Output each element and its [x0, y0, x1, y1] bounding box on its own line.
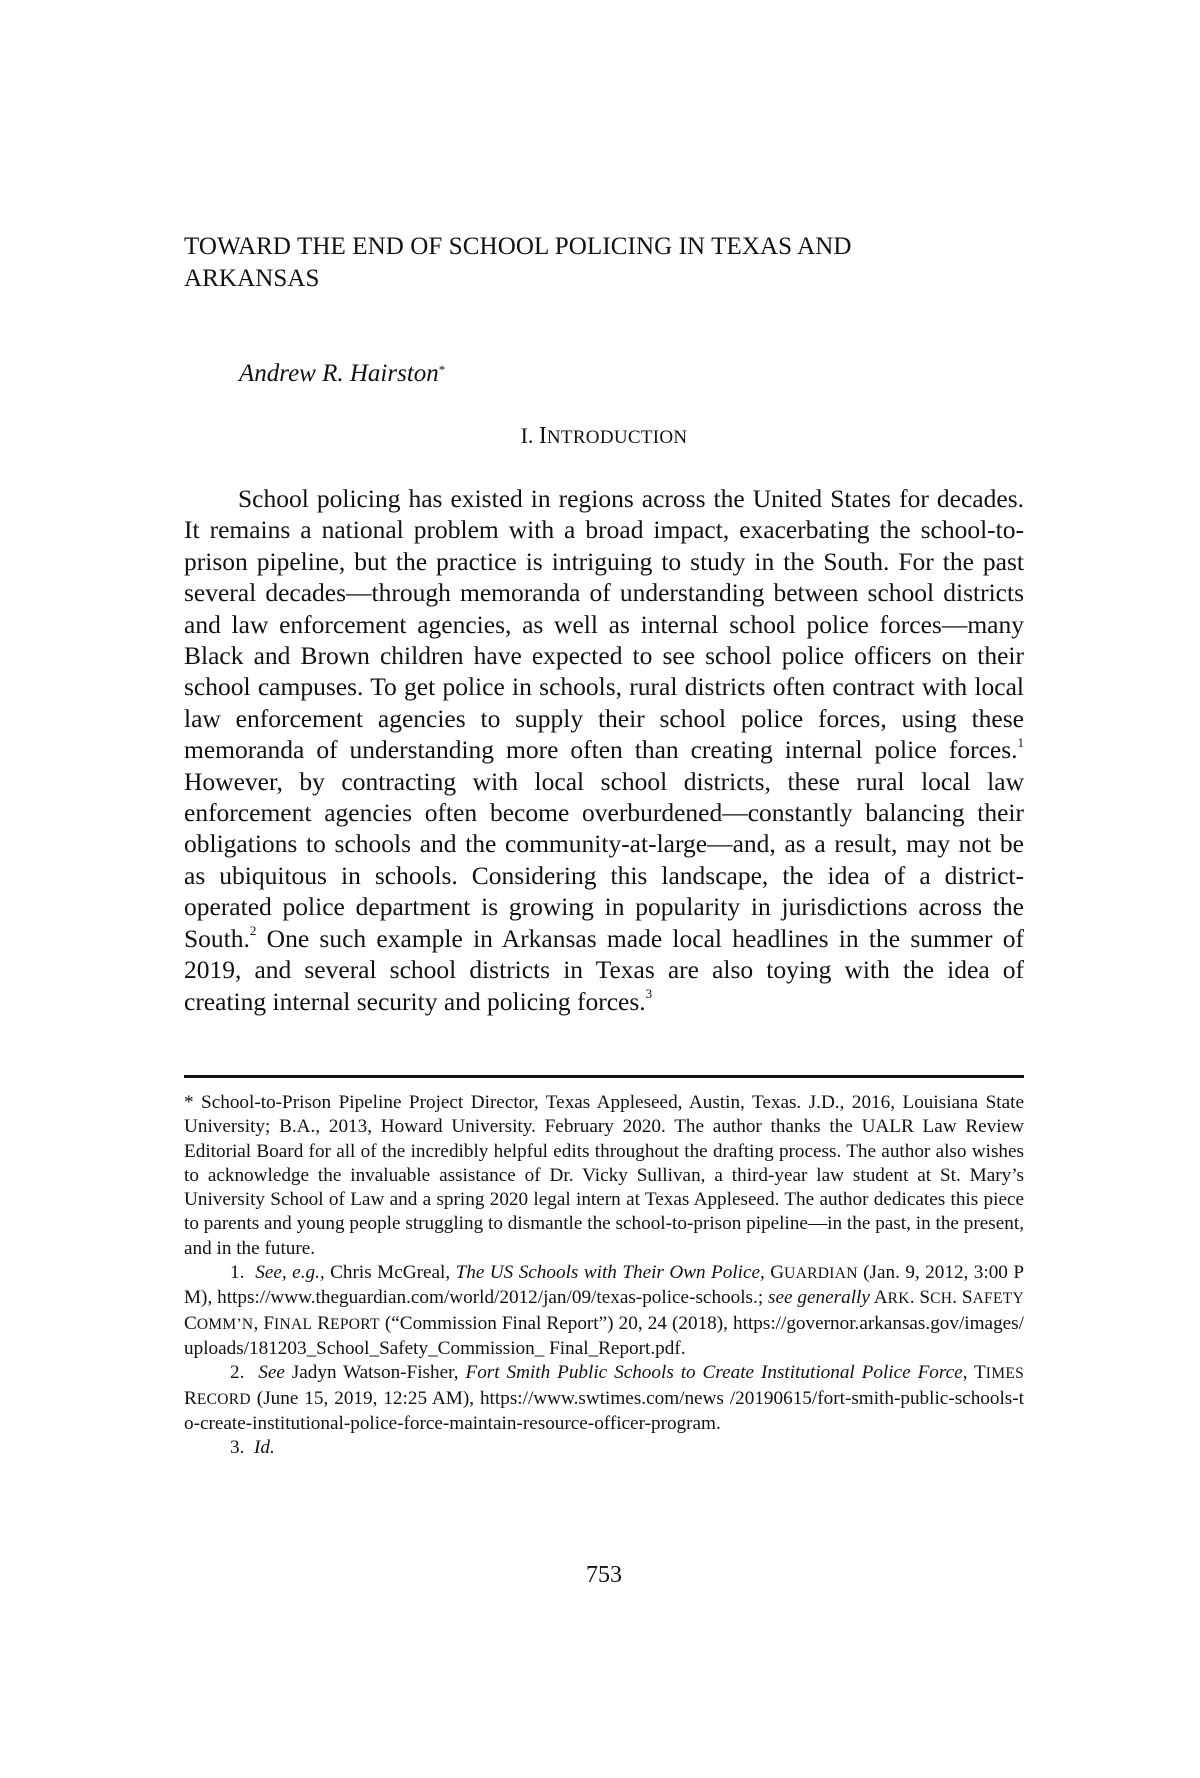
- author-name: Andrew R. Hairston: [239, 360, 439, 387]
- footnotes-section: [184, 1091, 1024, 1460]
- footnote-1: [184, 1261, 1024, 1361]
- report-word-initial: . S: [909, 1287, 931, 1309]
- report-word-initial: C: [184, 1312, 197, 1334]
- section-heading-first-letter: I: [538, 423, 547, 449]
- author-line: [239, 358, 445, 390]
- footnote-3-number: 3.: [230, 1437, 245, 1459]
- section-numeral: I.: [520, 423, 539, 448]
- footnote-ref-3: 3: [645, 986, 653, 1001]
- body-paragraph: [184, 483, 1024, 1017]
- report-word-smallcaps: OMM’N: [196, 1315, 254, 1333]
- report-word-initial: , F: [253, 1312, 274, 1334]
- signal-see: See: [258, 1362, 285, 1384]
- publication-initial: , G: [760, 1262, 785, 1284]
- footnote-3-id: Id.: [253, 1437, 275, 1459]
- footnote-2: [184, 1361, 1024, 1436]
- signal-see-generally: see generally: [768, 1287, 870, 1309]
- footnote-1-citation-rest: (“Commission Final Report”) 20, 24 (2018), https://governor.arkansas.gov/images/uploads/181203_School_Safety_Commission_ Final_Report.pdf.: [184, 1312, 1024, 1359]
- footnote-1-article-title: The US Schools with Their Own Police: [455, 1262, 761, 1284]
- article-title: TOWARD THE END OF SCHOOL POLICING IN TEXAS AND ARKANSAS: [184, 233, 852, 292]
- report-word-smallcaps: RK: [887, 1290, 910, 1308]
- author-note-marker: *: [438, 362, 446, 377]
- footnote-2-article-title: Fort Smith Public Schools to Create Institutional Police Force: [465, 1362, 963, 1384]
- footnote-1-author: , Chris McGreal,: [319, 1262, 456, 1284]
- publication-smallcaps: UARDIAN: [784, 1265, 858, 1283]
- footnote-1-number: 1.: [230, 1262, 245, 1284]
- page-number: 753: [586, 1562, 622, 1588]
- signal-eg: e.g.: [292, 1262, 320, 1284]
- footnote-3: [184, 1436, 1024, 1460]
- publication-smallcaps: IMES: [985, 1365, 1025, 1383]
- punctuation: ,: [281, 1262, 293, 1284]
- footnote-ref-2: 2: [249, 923, 257, 939]
- footnote-ref-1: 1: [1017, 734, 1024, 750]
- footnote-divider: [184, 1075, 1024, 1078]
- publication-initial: , T: [962, 1362, 986, 1384]
- footnote-2-citation: (June 15, 2019, 12:25 AM), https://www.swtimes.com/news /20190615/fort-smith-public-schools-to-create-institutional-police-force-maintain-resource-officer-program.: [184, 1387, 1024, 1434]
- report-word-smallcaps: CH: [930, 1290, 953, 1308]
- footnote-2-author: Jadyn Watson-Fisher,: [284, 1362, 466, 1384]
- footnote-2-number: 2.: [230, 1362, 245, 1384]
- report-word-initial: R: [312, 1312, 331, 1334]
- footnote-1-citation: (Jan. 9, 2012, 3:00 PM), https://www.theguardian.com/world/2012/jan/09/texas-police-schools.;: [184, 1262, 1025, 1309]
- publication-smallcaps: ECORD: [196, 1390, 251, 1408]
- report-word-initial: A: [869, 1287, 888, 1309]
- report-word-smallcaps: EPORT: [330, 1315, 380, 1333]
- report-word-initial: . S: [952, 1287, 973, 1309]
- publication-initial: R: [184, 1387, 197, 1409]
- signal-see: See: [255, 1262, 282, 1284]
- body-text-part-1: School policing has existed in regions across the United States for decades. It remains a national problem with a broad impact, exacerbating the school-to-prison pipeline, but the practice is intriguing to study in the South. For the past several decades—through memoranda of understanding between school districts and law enforcement agencies, as well as internal school police forces—many Black and Brown children have expected to see school police officers on their school campuses. To get police in schools, rural districts often contract with local law enforcement agencies to supply their school police forces, using these memoranda of understanding more often than creating internal police forces.: [184, 484, 1024, 765]
- body-text-part-3: One such example in Arkansas made local headlines in the summer of 2019, and several school districts in Texas are also toying with the idea of creating internal security and policing forces.: [184, 923, 1024, 1016]
- footnote-star: * School-to-Prison Pipeline Project Director, Texas Appleseed, Austin, Texas. J.D., 2016, Louisiana State University; B.A., 2013, Howard University. February 2020. The author thanks the UALR Law Review Editorial Board for all of the incredibly helpful edits throughout the drafting process. The author also wishes to acknowledge the invaluable assistance of Dr. Vicky Sullivan, a third-year law student at St. Mary’s University School of Law and a spring 2020 legal intern at Texas Appleseed. The author dedicates this piece to parents and young people struggling to dismantle the school-to-prison pipeline—in the past, in the present, and in the future.: [184, 1092, 1024, 1259]
- report-word-smallcaps: INAL: [274, 1315, 313, 1333]
- report-word-smallcaps: AFETY: [972, 1290, 1025, 1308]
- section-heading: [184, 421, 1024, 453]
- body-text-part-2: However, by contracting with local school districts, these rural local law enforcement agencies often become overburdened—constantly balancing their obligations to schools and the community-at-large—and, as a result, may not be as ubiquitous in schools. Considering this landscape, the idea of a district-operated police department is growing in popularity in jurisdictions across the South.: [184, 766, 1024, 953]
- section-heading-rest: NTRODUCTION: [546, 427, 688, 448]
